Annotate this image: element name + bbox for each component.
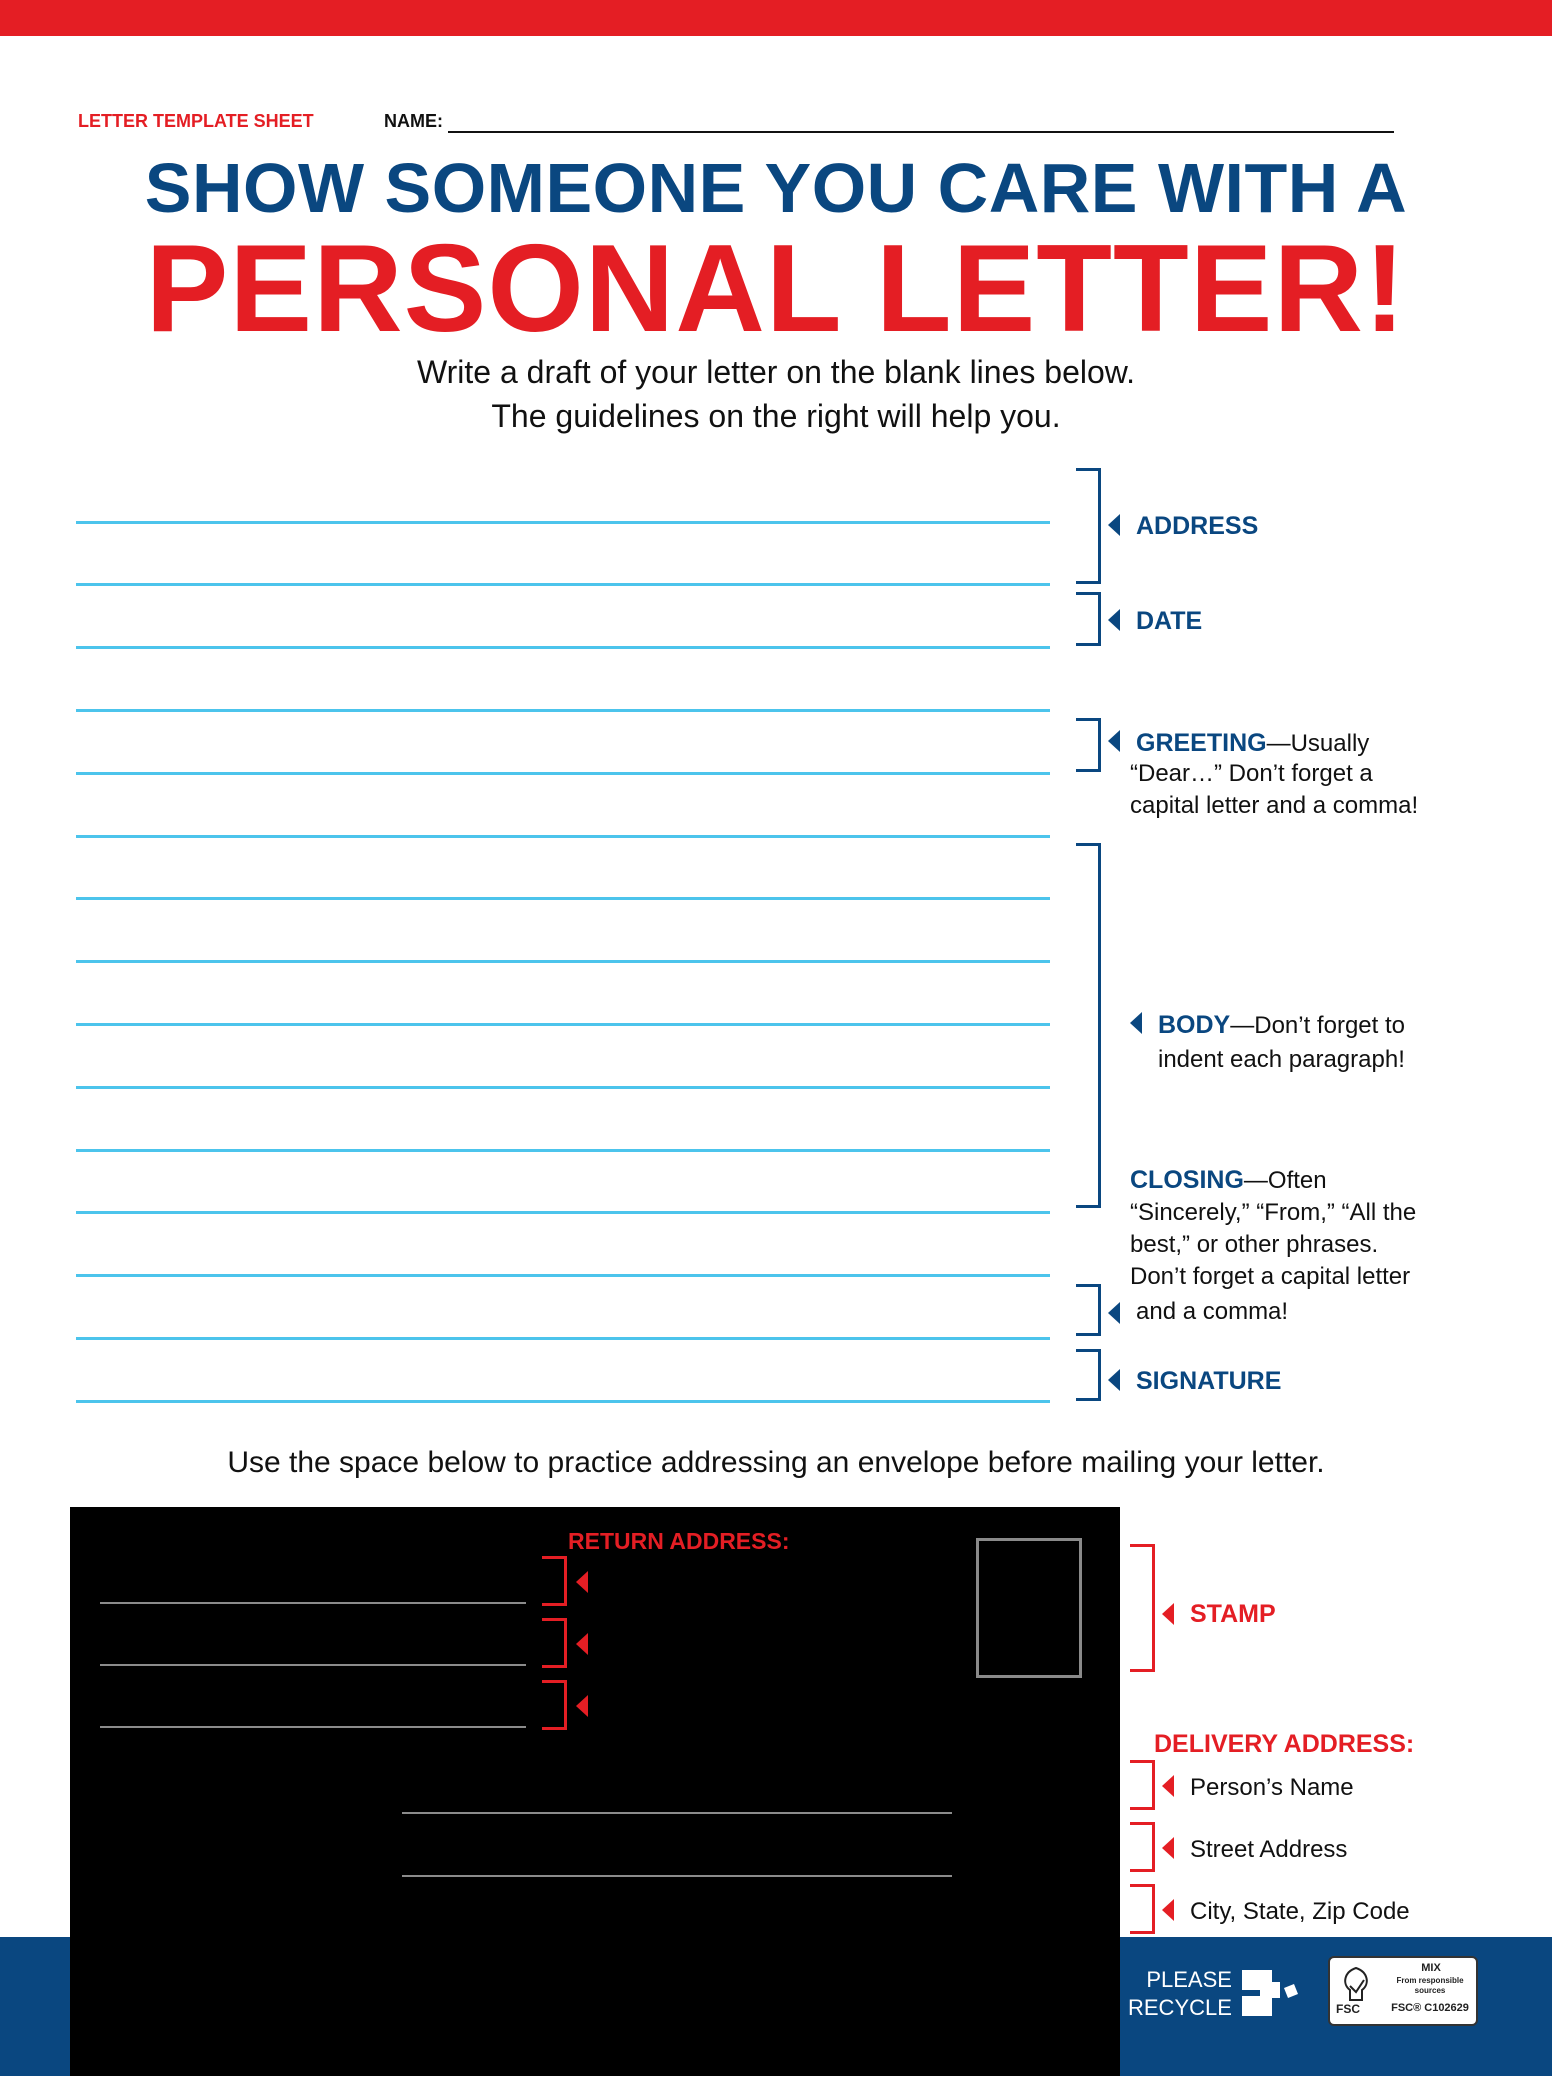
pointer-arrow-icon: [1108, 1369, 1120, 1391]
letter-writing-line[interactable]: [76, 521, 1050, 524]
letter-writing-line[interactable]: [76, 646, 1050, 649]
closing-text-1: —Often: [1243, 1167, 1327, 1194]
fsc-tree-icon: [1336, 1966, 1376, 2004]
letter-writing-line[interactable]: [76, 1274, 1050, 1277]
greeting-text-3: capital letter and a comma!: [1130, 792, 1419, 819]
letter-writing-line[interactable]: [76, 1149, 1050, 1152]
closing-text-4: Don’t forget a capital letter: [1130, 1263, 1411, 1290]
body-bracket: [1076, 843, 1101, 1208]
fsc-text-1: From responsible: [1396, 1976, 1464, 1985]
pointer-arrow-icon: [1162, 1603, 1174, 1625]
greeting-text-2: “Dear…” Don’t forget a: [1130, 760, 1373, 787]
return-address-label: RETURN ADDRESS:: [568, 1528, 790, 1554]
closing-text-2: “Sincerely,” “From,” “All the: [1130, 1199, 1417, 1226]
pointer-arrow-icon: [576, 1633, 588, 1655]
date-label: DATE: [1136, 607, 1203, 635]
intro-line-1: Write a draft of your letter on the blank lines below.: [416, 354, 1135, 390]
letter-writing-line[interactable]: [76, 772, 1050, 775]
intro-line-2: The guidelines on the right will help you.: [491, 398, 1061, 434]
headline-line-1: SHOW SOMEONE YOU CARE WITH A: [144, 149, 1408, 227]
delivery-bracket: [1130, 1822, 1155, 1872]
envelope-bottom: [70, 1937, 1120, 2076]
return-bracket: [542, 1618, 567, 1668]
fsc-mix: MIX: [1421, 1962, 1441, 1974]
closing-bracket: [1076, 1284, 1101, 1336]
delivery-address-line[interactable]: [402, 1812, 952, 1814]
recycle-line-1: PLEASE: [1146, 1967, 1232, 1992]
letter-writing-line[interactable]: [76, 960, 1050, 963]
delivery-bracket: [1130, 1884, 1155, 1934]
letter-writing-line[interactable]: [76, 897, 1050, 900]
return-address-line[interactable]: [100, 1664, 526, 1666]
pointer-arrow-icon: [1162, 1775, 1174, 1797]
pointer-arrow-icon: [1108, 514, 1120, 536]
pointer-arrow-icon: [1130, 1012, 1142, 1034]
greeting-label: GREETING: [1136, 729, 1267, 757]
return-address-line[interactable]: [100, 1602, 526, 1604]
letter-writing-line[interactable]: [76, 835, 1050, 838]
fsc-badge: [1328, 1956, 1478, 2026]
pointer-arrow-icon: [1108, 609, 1120, 631]
letter-writing-line[interactable]: [76, 583, 1050, 586]
top-red-bar: [0, 0, 1552, 36]
headline-line-2: PERSONAL LETTER!: [145, 220, 1407, 358]
envelope-instruction: Use the space below to practice addressing an envelope before mailing your letter.: [227, 1446, 1325, 1479]
signature-bracket: [1076, 1349, 1101, 1401]
stamp-bracket: [1130, 1544, 1155, 1672]
stamp-box[interactable]: [976, 1538, 1082, 1678]
body-text-2: indent each paragraph!: [1158, 1046, 1405, 1073]
fsc-logo-text: FSC: [1336, 2002, 1360, 2016]
pointer-arrow-icon: [1108, 730, 1120, 752]
address-label: ADDRESS: [1136, 512, 1259, 540]
name-field-line[interactable]: [448, 131, 1394, 133]
letter-writing-line[interactable]: [76, 1337, 1050, 1340]
letter-writing-line[interactable]: [76, 1400, 1050, 1403]
delivery-person-label: Person’s Name: [1190, 1774, 1354, 1801]
pointer-arrow-icon: [1162, 1899, 1174, 1921]
recycle-text: [1128, 1966, 1232, 2022]
return-bracket: [542, 1556, 567, 1606]
intro-text: [0, 350, 1552, 438]
pointer-arrow-icon: [1162, 1837, 1174, 1859]
address-bracket: [1076, 468, 1101, 584]
body-text-1: —Don’t forget to: [1230, 1012, 1405, 1039]
letter-writing-line[interactable]: [76, 1086, 1050, 1089]
letter-writing-line[interactable]: [76, 709, 1050, 712]
name-label: NAME:: [384, 111, 443, 131]
letter-writing-line[interactable]: [76, 1023, 1050, 1026]
body-label: BODY: [1158, 1011, 1231, 1039]
delivery-address-label: DELIVERY ADDRESS:: [1154, 1730, 1415, 1758]
recycle-icon: [1240, 1966, 1304, 2020]
closing-text-3: best,” or other phrases.: [1130, 1231, 1379, 1258]
delivery-city-label: City, State, Zip Code: [1190, 1898, 1410, 1925]
closing-text-5: and a comma!: [1136, 1298, 1289, 1325]
delivery-bracket: [1130, 1760, 1155, 1810]
return-bracket: [542, 1680, 567, 1730]
pointer-arrow-icon: [576, 1695, 588, 1717]
pointer-arrow-icon: [576, 1571, 588, 1593]
letter-writing-line[interactable]: [76, 1211, 1050, 1214]
delivery-address-line[interactable]: [402, 1875, 952, 1877]
pointer-arrow-icon: [1108, 1302, 1120, 1324]
fsc-code: FSC® C102629: [1391, 2002, 1469, 2014]
recycle-line-2: RECYCLE: [1128, 1995, 1232, 2020]
sheet-label: LETTER TEMPLATE SHEET: [78, 111, 314, 131]
stamp-label: STAMP: [1190, 1600, 1276, 1628]
delivery-street-label: Street Address: [1190, 1836, 1348, 1863]
greeting-bracket: [1076, 718, 1101, 772]
return-address-line[interactable]: [100, 1726, 526, 1728]
date-bracket: [1076, 592, 1101, 646]
signature-label: SIGNATURE: [1136, 1367, 1282, 1395]
fsc-text-2: sources: [1414, 1986, 1446, 1995]
closing-label: CLOSING: [1130, 1166, 1244, 1194]
greeting-text-1: —Usually: [1266, 730, 1370, 757]
